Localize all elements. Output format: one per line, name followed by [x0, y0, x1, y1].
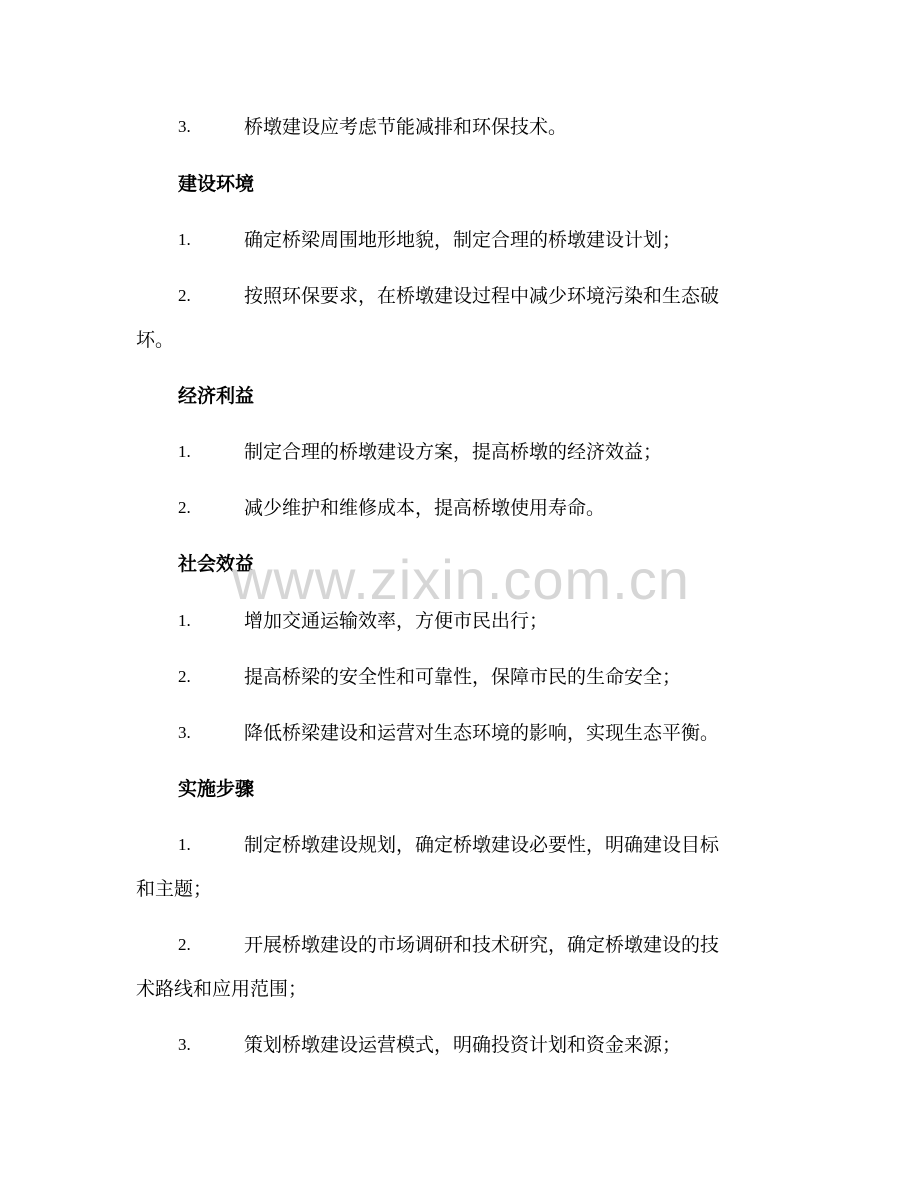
- list-text: 增加交通运输效率，方便市民出行；: [244, 610, 549, 632]
- list-text: 制定合理的桥墩建设方案，提高桥墩的经济效益；: [244, 441, 663, 463]
- list-text-continuation: 坏。: [136, 329, 175, 351]
- list-text: 降低桥梁建设和运营对生态环境的影响，实现生态平衡。: [244, 722, 720, 744]
- list-text: 按照环保要求，在桥墩建设过程中减少环境污染和生态破: [244, 285, 720, 307]
- list-number: 3.: [178, 1035, 191, 1054]
- list-number: 2.: [178, 935, 191, 954]
- list-number: 1.: [178, 442, 191, 461]
- section-heading: 经济利益: [178, 385, 255, 407]
- list-number: 1.: [178, 835, 191, 854]
- list-text-continuation: 术路线和应用范围；: [136, 978, 308, 1000]
- list-text: 确定桥梁周围地形地貌，制定合理的桥墩建设计划；: [244, 229, 682, 251]
- list-text: 减少维护和维修成本，提高桥墩使用寿命。: [244, 497, 606, 519]
- list-number: 2.: [178, 667, 191, 686]
- list-number: 1.: [178, 230, 191, 249]
- list-text: 桥墩建设应考虑节能减排和环保技术。: [244, 116, 568, 138]
- list-number: 1.: [178, 611, 191, 630]
- section-heading: 实施步骤: [178, 778, 255, 800]
- list-text-continuation: 和主题；: [136, 878, 213, 900]
- list-text: 提高桥梁的安全性和可靠性，保障市民的生命安全；: [244, 666, 682, 688]
- list-number: 2.: [178, 286, 191, 305]
- section-heading: 社会效益: [178, 553, 255, 575]
- list-number: 3.: [178, 117, 191, 136]
- watermark: www.zixin.com.cn: [232, 548, 690, 611]
- list-number: 2.: [178, 498, 191, 517]
- list-text: 制定桥墩建设规划，确定桥墩建设必要性，明确建设目标: [244, 834, 720, 856]
- section-heading: 建设环境: [178, 173, 255, 195]
- list-text: 策划桥墩建设运营模式，明确投资计划和资金来源；: [244, 1034, 682, 1056]
- list-text: 开展桥墩建设的市场调研和技术研究，确定桥墩建设的技: [244, 934, 720, 956]
- list-number: 3.: [178, 723, 191, 742]
